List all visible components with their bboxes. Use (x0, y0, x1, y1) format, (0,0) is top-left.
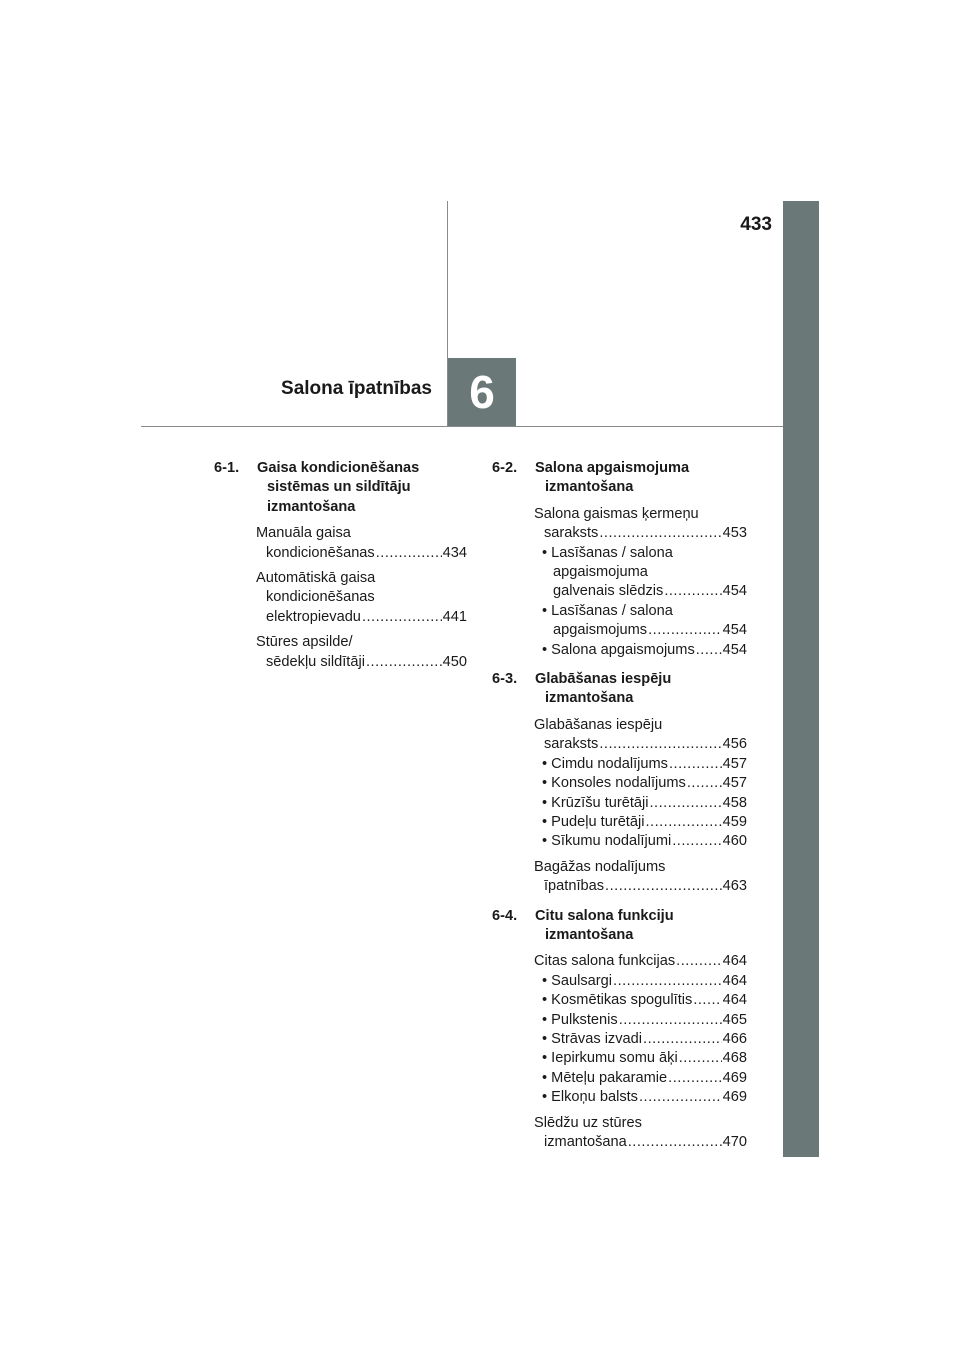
toc-text: apgaismojuma (553, 564, 648, 581)
toc-text: • Krūzīšu turētāji (542, 794, 649, 811)
toc-text: Automātiskā gaisa (256, 570, 376, 587)
toc-subentry[interactable] (542, 972, 747, 991)
section-title[interactable]: Salona apgaismojuma izmantošana (535, 460, 690, 496)
toc-text: • Pudeļu turētāji (542, 813, 645, 830)
toc-text: • Strāvas izvadi (542, 1030, 643, 1047)
page-ref[interactable]: 434 (442, 544, 467, 561)
dot-leader (672, 832, 721, 851)
toc-entry[interactable] (534, 952, 747, 1107)
toc-text: • Elkoņu balsts (542, 1089, 638, 1106)
toc-line (542, 582, 747, 601)
toc-line (534, 952, 747, 971)
toc-text: kondicionēšanas (266, 589, 375, 606)
toc-text: • Saulsargi (542, 972, 613, 989)
toc-line (534, 877, 747, 896)
dot-leader (599, 524, 721, 543)
toc-text: • Cimdu nodalījums (542, 755, 668, 772)
page-ref[interactable]: 441 (442, 608, 467, 625)
toc-line (542, 621, 747, 640)
section-number: 6-4. (492, 907, 518, 924)
page-ref[interactable]: 457 (722, 755, 747, 772)
toc-line (542, 641, 747, 660)
toc-line (256, 569, 467, 588)
toc-section (492, 670, 747, 896)
header-rule (141, 426, 783, 427)
toc-entry[interactable] (534, 1114, 747, 1153)
section-title[interactable]: Glabāšanas iespēju izmantošana (535, 671, 672, 707)
page-ref[interactable]: 468 (722, 1050, 747, 1067)
dot-leader (693, 991, 721, 1010)
page-ref[interactable]: 457 (722, 775, 747, 792)
toc-text: Stūres apsilde/ (256, 634, 353, 651)
toc-subentry[interactable] (542, 755, 747, 774)
toc-line (542, 1011, 747, 1030)
toc-line (542, 1049, 747, 1068)
toc-entry[interactable] (256, 633, 467, 672)
toc-subentry[interactable] (542, 774, 747, 793)
chapter-number-box: 6 (448, 358, 516, 426)
toc-entry[interactable] (256, 524, 467, 563)
toc-line (534, 524, 747, 543)
toc-entry[interactable] (256, 569, 467, 627)
toc-subentry[interactable] (542, 1049, 747, 1068)
toc-line (534, 505, 747, 524)
dot-leader (366, 653, 442, 672)
toc-section (492, 459, 747, 660)
page-ref[interactable]: 450 (442, 653, 467, 670)
page-ref[interactable]: 458 (722, 794, 747, 811)
toc-text: Citas salona funkcijas (534, 953, 676, 970)
toc-text: • Sīkumu nodalījumi (542, 833, 672, 850)
page-ref[interactable]: 463 (722, 878, 747, 895)
dot-leader (645, 813, 721, 832)
page-ref[interactable]: 470 (722, 1134, 747, 1150)
toc-line (256, 544, 467, 563)
page-number: 433 (740, 214, 772, 235)
dot-leader (639, 1088, 722, 1107)
toc-subentry[interactable] (542, 794, 747, 813)
toc-entry[interactable] (534, 858, 747, 897)
toc-line (542, 755, 747, 774)
dot-leader (628, 1133, 722, 1152)
toc-text: Salona gaismas ķermeņu (534, 505, 699, 522)
dot-leader (669, 755, 722, 774)
toc-line (256, 608, 467, 627)
toc-entry[interactable] (534, 505, 747, 660)
section-title[interactable]: Citu salona funkciju izmantošana (535, 907, 674, 943)
toc-text: Manuāla gaisa (256, 525, 351, 542)
toc-subentry[interactable] (542, 991, 747, 1010)
dot-leader (376, 544, 442, 563)
toc-subentry[interactable] (542, 832, 747, 851)
toc-line (542, 1069, 747, 1088)
chapter-title: Salona īpatnības (281, 378, 432, 399)
section-number: 6-2. (492, 460, 518, 476)
page-ref[interactable]: 454 (722, 583, 747, 600)
toc-subentry[interactable] (542, 544, 747, 602)
toc-line (534, 1114, 747, 1133)
toc-text: kondicionēšanas (266, 544, 375, 561)
page-ref[interactable]: 456 (722, 736, 747, 753)
toc-line (256, 524, 467, 543)
toc-subentry[interactable] (542, 1088, 747, 1107)
toc-line (542, 794, 747, 813)
toc-text: • Kosmētikas spogulītis (542, 992, 693, 1009)
dot-leader (696, 641, 722, 660)
toc-text: galvenais slēdzis (553, 583, 664, 600)
page-ref[interactable]: 454 (722, 622, 747, 639)
toc-subentry[interactable] (542, 641, 747, 660)
toc-line (542, 563, 747, 582)
toc-subentry[interactable] (542, 813, 747, 832)
dot-leader (676, 952, 721, 971)
section-number: 6-1. (214, 460, 240, 476)
toc-left-column (214, 459, 467, 682)
toc-line (256, 653, 467, 672)
toc-line (534, 858, 747, 877)
toc-line (542, 1088, 747, 1107)
toc-line (542, 602, 747, 621)
section-number: 6-3. (492, 671, 518, 688)
page-ref[interactable]: 464 (722, 972, 747, 989)
dot-leader (648, 621, 722, 640)
toc-line (542, 544, 747, 563)
toc-section (492, 907, 747, 1153)
page-ref[interactable]: 459 (722, 813, 747, 830)
toc-text: • Lasīšanas / salona (542, 544, 673, 561)
page-ref[interactable]: 466 (722, 1030, 747, 1047)
toc-right-column (492, 459, 747, 1162)
page-ref[interactable]: 460 (722, 833, 747, 850)
dot-leader (613, 972, 722, 991)
dot-leader (619, 1011, 722, 1030)
toc-line (542, 1030, 747, 1049)
dot-leader (599, 735, 721, 754)
toc-text: • Mēteļu pakaramie (542, 1069, 668, 1086)
dot-leader (668, 1069, 721, 1088)
toc-subentry[interactable] (542, 602, 747, 641)
toc-line (256, 633, 467, 652)
toc-section (214, 459, 467, 672)
toc-line (542, 813, 747, 832)
toc-entry[interactable] (534, 716, 747, 852)
toc-text: • Pulkstenis (542, 1011, 618, 1028)
dot-leader (362, 608, 442, 627)
dot-leader (650, 794, 722, 813)
page-ref[interactable]: 464 (722, 953, 747, 970)
dot-leader (679, 1049, 722, 1068)
page-ref[interactable]: 465 (722, 1011, 747, 1028)
page-ref[interactable]: 464 (722, 992, 747, 1009)
toc-text: Glabāšanas iespēju (534, 716, 663, 733)
dot-leader (664, 582, 721, 601)
toc-line (534, 1133, 747, 1152)
dot-leader (643, 1030, 722, 1049)
page-ref[interactable]: 469 (722, 1069, 747, 1086)
toc-text: saraksts (544, 525, 599, 542)
toc-text: • Iepirkumu somu āķi (542, 1050, 678, 1067)
toc-line (534, 716, 747, 735)
toc-line (542, 832, 747, 851)
toc-subentry[interactable] (542, 1069, 747, 1088)
toc-text: izmantošana (544, 1134, 627, 1150)
dot-leader (605, 877, 722, 896)
toc-line (542, 972, 747, 991)
toc-text: Slēdžu uz stūres (534, 1114, 642, 1131)
toc-text: • Salona apgaismojums (542, 641, 695, 658)
toc-text: • Konsoles nodalījums (542, 775, 686, 792)
toc-line (542, 774, 747, 793)
toc-text: apgaismojums (553, 622, 648, 639)
page-ref[interactable]: 453 (722, 525, 747, 542)
toc-line (534, 735, 747, 754)
toc-text: saraksts (544, 736, 599, 753)
page-ref[interactable]: 469 (722, 1089, 747, 1106)
toc-line (256, 588, 467, 607)
toc-subentry[interactable] (542, 1011, 747, 1030)
toc-text: Bagāžas nodalījums (534, 858, 666, 875)
section-title[interactable]: Gaisa kondicionēšanas sistēmas un sildītāju izmantošana (257, 460, 420, 515)
chapter-side-tab (783, 201, 819, 1157)
toc-text: elektropievadu (266, 608, 361, 625)
toc-text: īpatnības (544, 878, 605, 895)
toc-line (542, 991, 747, 1010)
dot-leader (687, 774, 722, 793)
toc-subentry[interactable] (542, 1030, 747, 1049)
toc-text: sēdekļu sildītāji (266, 653, 365, 670)
toc-text: • Lasīšanas / salona (542, 602, 673, 619)
page-ref[interactable]: 454 (722, 641, 747, 658)
